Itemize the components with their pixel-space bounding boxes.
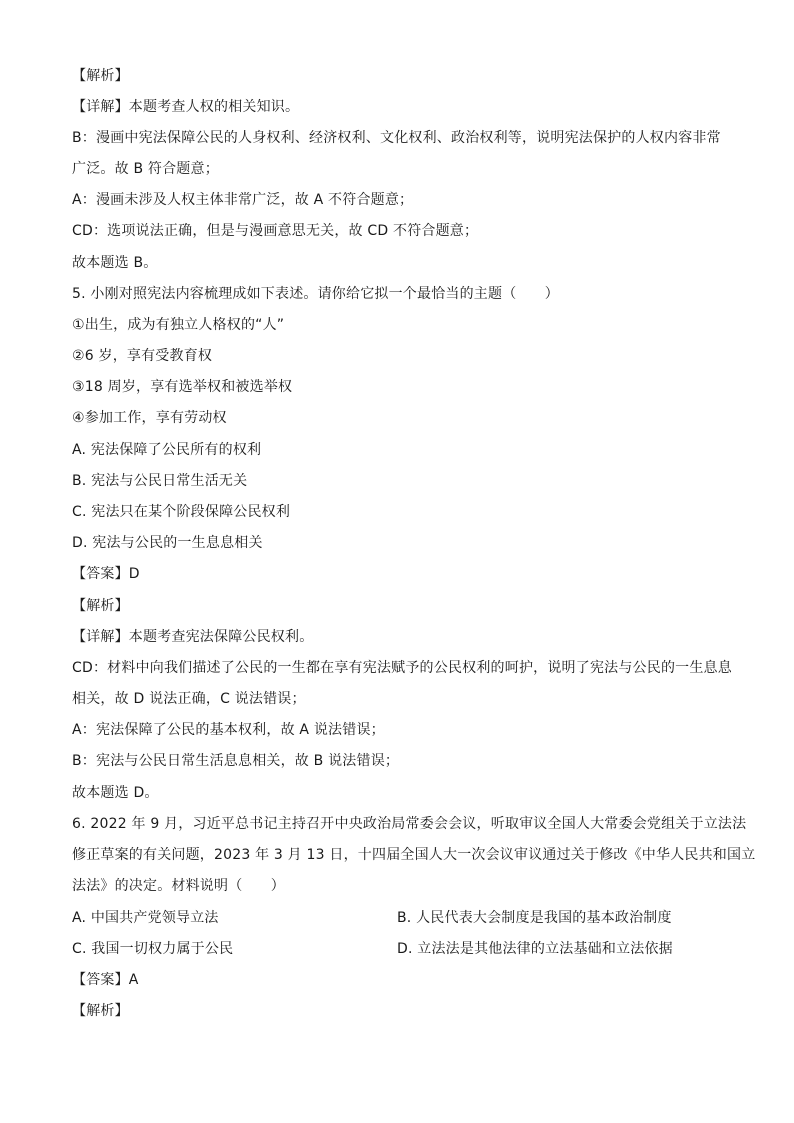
body-text: 相关，故 D 说法正确，C 说法错误； bbox=[72, 691, 306, 707]
question-6: 6. 2022 年 9 月，习近平总书记主持召开中央政治局常委会会议，听取审议全国人大常委会党组关于立法法 bbox=[72, 816, 747, 832]
option-c: C. 宪法只在某个阶段保障公民权利 bbox=[72, 504, 291, 520]
body-text: B：漫画中宪法保障公民的人身权利、经济权利、文化权利、政治权利等，说明宪法保护的人权内容非常 bbox=[72, 130, 721, 146]
question-5-item: ③18 周岁，享有选举权和被选举权 bbox=[72, 379, 293, 395]
q6-option-d: D. 立法法是其他法律的立法基础和立法依据 bbox=[397, 941, 673, 957]
conclusion-text: 故本题选 D。 bbox=[72, 785, 159, 801]
analysis-heading: 【解析】 bbox=[72, 598, 129, 614]
option-a: A. 宪法保障了公民所有的权利 bbox=[72, 442, 262, 458]
answer-text: 【答案】D bbox=[72, 566, 140, 582]
body-text: CD：材料中向我们描述了公民的一生都在享有宪法赋予的公民权利的呵护，说明了宪法与公民的一生息息 bbox=[72, 660, 732, 676]
detail-text: 【详解】本题考查宪法保障公民权利。 bbox=[72, 629, 314, 645]
question-6: 法法》的决定。材料说明（ ） bbox=[72, 878, 285, 894]
option-b: B. 宪法与公民日常生活无关 bbox=[72, 473, 248, 489]
question-6: 修正草案的有关问题，2023 年 3 月 13 日，十四届全国人大一次会议审议通过关于修改《中华人民共和国立 bbox=[72, 847, 756, 863]
answer-text: 【答案】A bbox=[72, 972, 139, 988]
question-5-item: ①出生，成为有独立人格权的“人” bbox=[72, 317, 285, 333]
body-text: CD：选项说法正确，但是与漫画意思无关，故 CD 不符合题意； bbox=[72, 223, 479, 239]
option-d: D. 宪法与公民的一生息息相关 bbox=[72, 535, 263, 551]
body-text: A：漫画未涉及人权主体非常广泛，故 A 不符合题意； bbox=[72, 192, 414, 208]
conclusion-text: 故本题选 B。 bbox=[72, 255, 158, 271]
question-5: 5. 小刚对照宪法内容梳理成如下表述。请你给它拟一个最恰当的主题（ ） bbox=[72, 286, 560, 302]
analysis-heading: 【解析】 bbox=[72, 1003, 129, 1019]
body-text: B：宪法与公民日常生活息息相关，故 B 说法错误； bbox=[72, 753, 400, 769]
q6-option-a: A. 中国共产党领导立法 bbox=[72, 910, 219, 926]
analysis-heading: 【解析】 bbox=[72, 68, 129, 84]
q6-option-b: B. 人民代表大会制度是我国的基本政治制度 bbox=[397, 910, 672, 926]
q6-option-c: C. 我国一切权力属于公民 bbox=[72, 941, 234, 957]
question-5-item: ②6 岁，享有受教育权 bbox=[72, 348, 213, 364]
question-5-item: ④参加工作，享有劳动权 bbox=[72, 410, 227, 426]
detail-text: 【详解】本题考查人权的相关知识。 bbox=[72, 99, 300, 115]
body-text: 广泛。故 B 符合题意； bbox=[72, 161, 219, 177]
body-text: A：宪法保障了公民的基本权利，故 A 说法错误； bbox=[72, 722, 385, 738]
